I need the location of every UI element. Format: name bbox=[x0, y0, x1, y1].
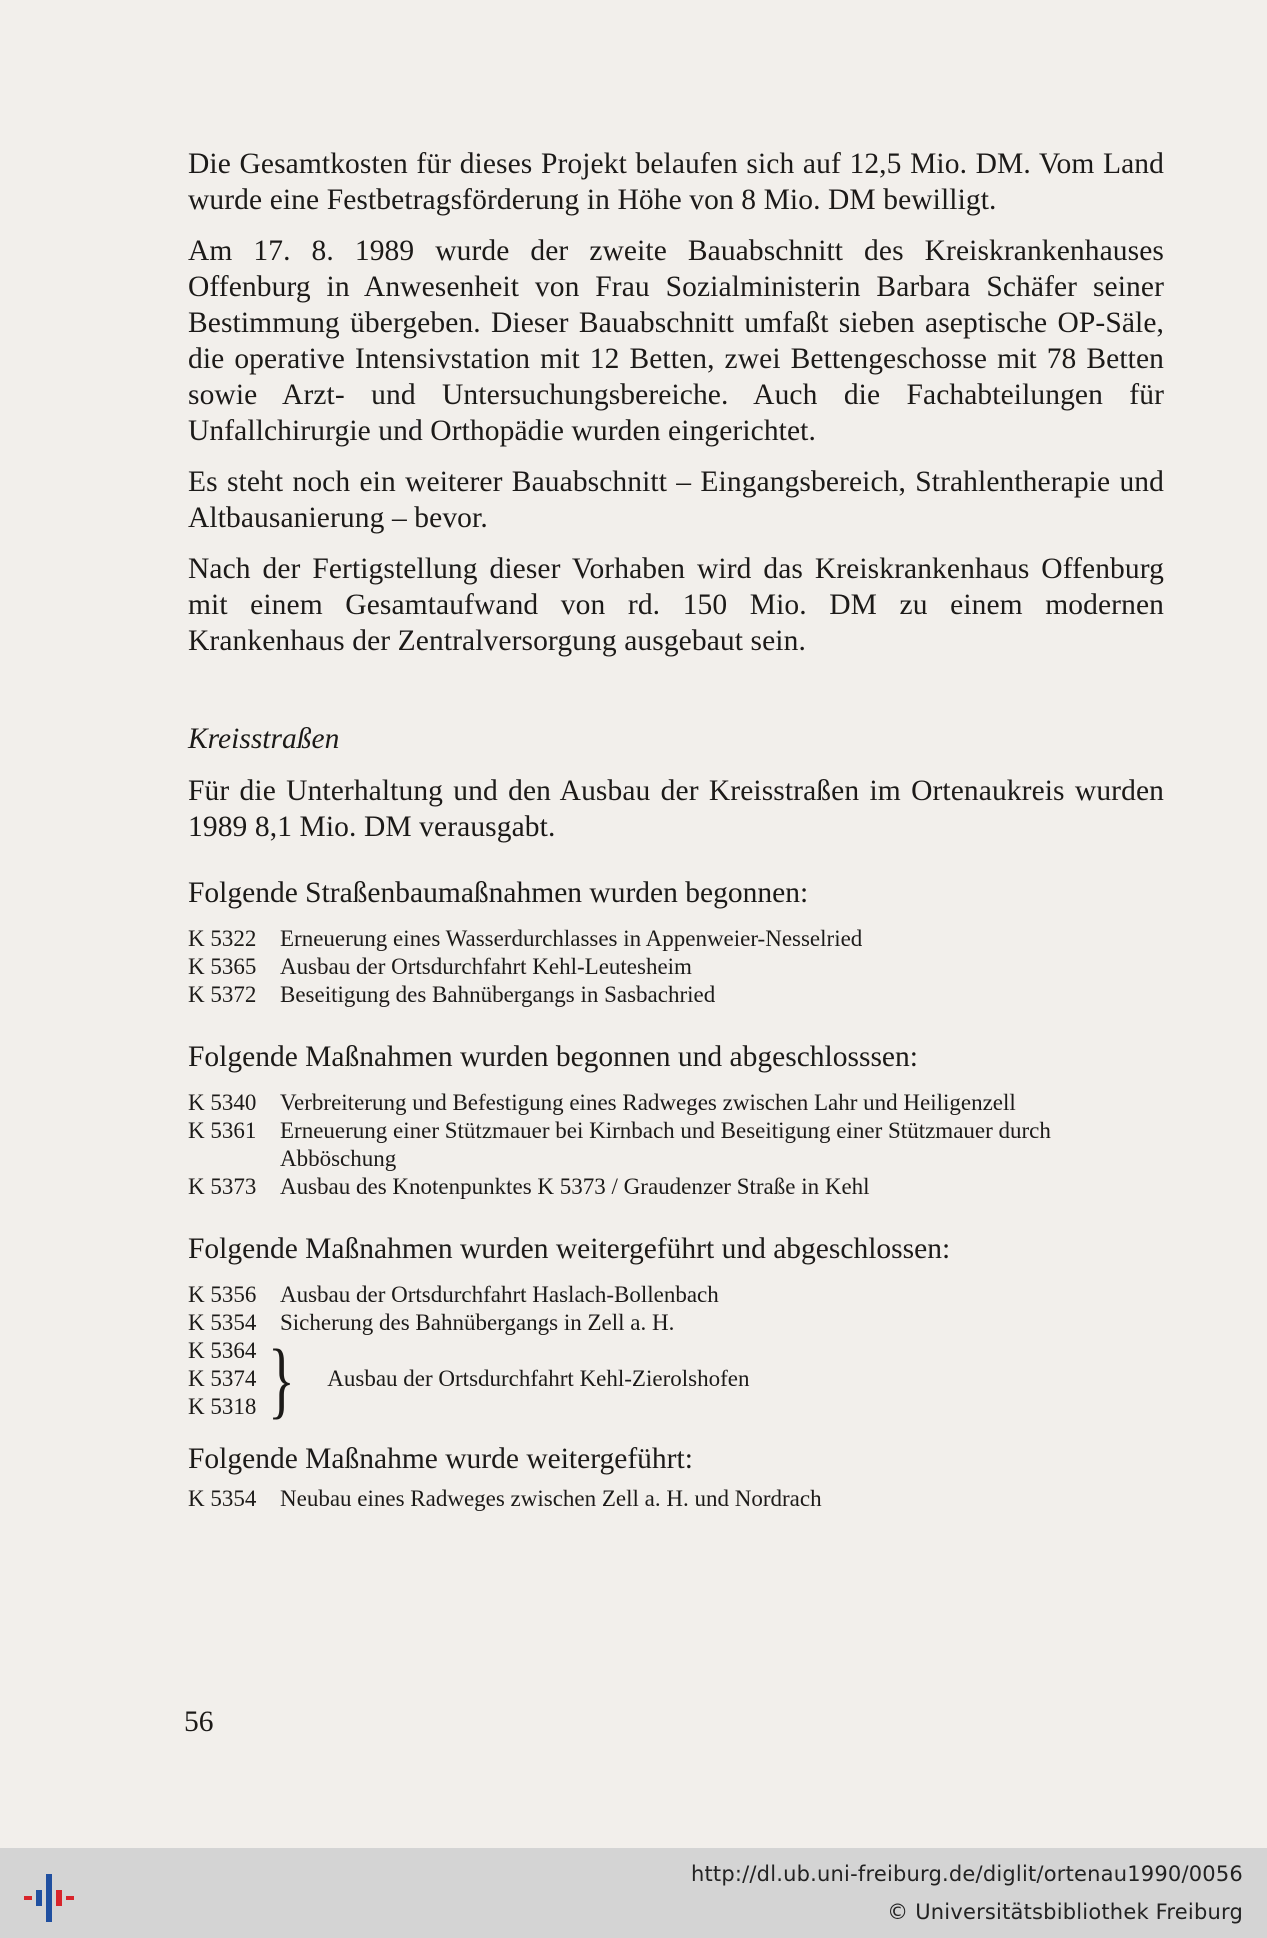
measure-desc: Ausbau der Ortsdurchfahrt Haslach-Bollenbach bbox=[280, 1282, 719, 1307]
measure-desc: Neubau eines Radweges zwischen Zell a. H. und Nordrach bbox=[280, 1486, 822, 1511]
bracket-codes bbox=[188, 1337, 268, 1421]
measure-desc: Erneuerung eines Wasserdurchlasses in Appenweier-Nesselried bbox=[280, 926, 863, 951]
road-code: K 5365 bbox=[188, 954, 257, 979]
road-code: K 5364 bbox=[188, 1338, 257, 1363]
measures-list-continued-completed bbox=[188, 1281, 1164, 1337]
road-code: K 5356 bbox=[188, 1282, 257, 1307]
section-title: Kreisstraßen bbox=[188, 723, 340, 755]
list-item bbox=[188, 1173, 1164, 1201]
road-code: K 5373 bbox=[188, 1174, 257, 1199]
measure-desc: Sicherung des Bahnübergangs in Zell a. H. bbox=[280, 1310, 675, 1335]
road-code: K 5340 bbox=[188, 1090, 257, 1115]
copyright-notice: © Universitätsbibliothek Freiburg bbox=[887, 1900, 1243, 1924]
bracket-desc: Ausbau der Ortsdurchfahrt Kehl-Zierolshofen bbox=[327, 1366, 750, 1391]
measures-list-begun bbox=[188, 925, 1164, 1009]
list-item bbox=[188, 1089, 1164, 1117]
list-item bbox=[188, 1309, 1164, 1337]
group-heading-begun-completed: Folgende Maßnahmen wurden begonnen und abgeschlosssen: bbox=[188, 1041, 918, 1073]
measure-desc: Verbreiterung und Befestigung eines Radweges zwischen Lahr und Heiligenzell bbox=[280, 1090, 1016, 1115]
list-item bbox=[188, 925, 1164, 953]
road-code: K 5361 bbox=[188, 1118, 257, 1143]
page-number: 56 bbox=[184, 1706, 214, 1738]
list-item bbox=[188, 1117, 1164, 1173]
curly-brace-icon: } bbox=[268, 1331, 295, 1427]
section-intro: Für die Unterhaltung und den Ausbau der Kreisstraßen im Ortenaukreis wurden 1989 8,1 Mio. DM verausgabt. bbox=[188, 775, 1164, 843]
list-item bbox=[188, 1281, 1164, 1309]
road-code: K 5374 bbox=[188, 1366, 257, 1391]
road-code: K 5318 bbox=[188, 1394, 257, 1419]
group-heading-continued: Folgende Maßnahme wurde weitergeführt: bbox=[188, 1443, 693, 1475]
page-content bbox=[188, 146, 1164, 1513]
road-code: K 5372 bbox=[188, 982, 257, 1007]
paragraph-next-phase: Es steht noch ein weiterer Bauabschnitt – Eingangsbereich, Strahlentherapie und Altbausanierung – bevor. bbox=[188, 466, 1164, 534]
list-item bbox=[188, 981, 1164, 1009]
bracket-group bbox=[188, 1331, 1164, 1427]
group-heading-continued-completed: Folgende Maßnahmen wurden weitergeführt und abgeschlossen: bbox=[188, 1233, 951, 1265]
road-code: K 5322 bbox=[188, 926, 257, 951]
paragraph-costs: Die Gesamtkosten für dieses Projekt belaufen sich auf 12,5 Mio. DM. Vom Land wurde eine Festbetragsförderung in Höhe von 8 Mio. DM bewilligt. bbox=[188, 148, 1164, 216]
paragraph-completion: Nach der Fertigstellung dieser Vorhaben wird das Kreiskrankenhaus Offenburg mit einem Gesamtaufwand von rd. 150 Mio. DM zu einem modernen Krankenhaus der Zentralversorgung ausgebaut sein. bbox=[188, 553, 1164, 657]
measure-desc: Erneuerung einer Stützmauer bei Kirnbach und Beseitigung einer Stützmauer durch Abböschung bbox=[280, 1118, 1051, 1171]
library-logo-icon bbox=[22, 1872, 78, 1924]
library-footer bbox=[0, 1848, 1267, 1938]
list-item bbox=[188, 953, 1164, 981]
measures-list-continued bbox=[188, 1485, 1164, 1513]
measure-desc: Beseitigung des Bahnübergangs in Sasbachried bbox=[280, 982, 716, 1007]
road-code: K 5354 bbox=[188, 1486, 257, 1511]
document-url-link[interactable]: http://dl.ub.uni-freiburg.de/diglit/ortenau1990/0056 bbox=[690, 1862, 1243, 1886]
group-heading-begun: Folgende Straßenbaumaßnahmen wurden begonnen: bbox=[188, 877, 809, 909]
measure-desc: Ausbau des Knotenpunktes K 5373 / Graudenzer Straße in Kehl bbox=[280, 1174, 870, 1199]
list-item bbox=[188, 1485, 1164, 1513]
road-code: K 5354 bbox=[188, 1310, 257, 1335]
paragraph-second-phase: Am 17. 8. 1989 wurde der zweite Bauabschnitt des Kreiskrankenhauses Offenburg in Anwesenheit von Frau Sozialministerin Barbara Schäfer seiner Bestimmung übergeben. Dieser Bauabschnitt umfaßt sieben aseptische OP-Säle, die operative Intensivstation mit 12 Betten, zwei Bettengeschosse mit 78 Betten sowie Arzt- und Untersuchungsbereiche. Auch die Fachabteilungen für Unfallchirurgie und Orthopädie wurden eingerichtet. bbox=[188, 235, 1164, 447]
measures-list-begun-completed bbox=[188, 1089, 1164, 1201]
measure-desc: Ausbau der Ortsdurchfahrt Kehl-Leutesheim bbox=[280, 954, 692, 979]
